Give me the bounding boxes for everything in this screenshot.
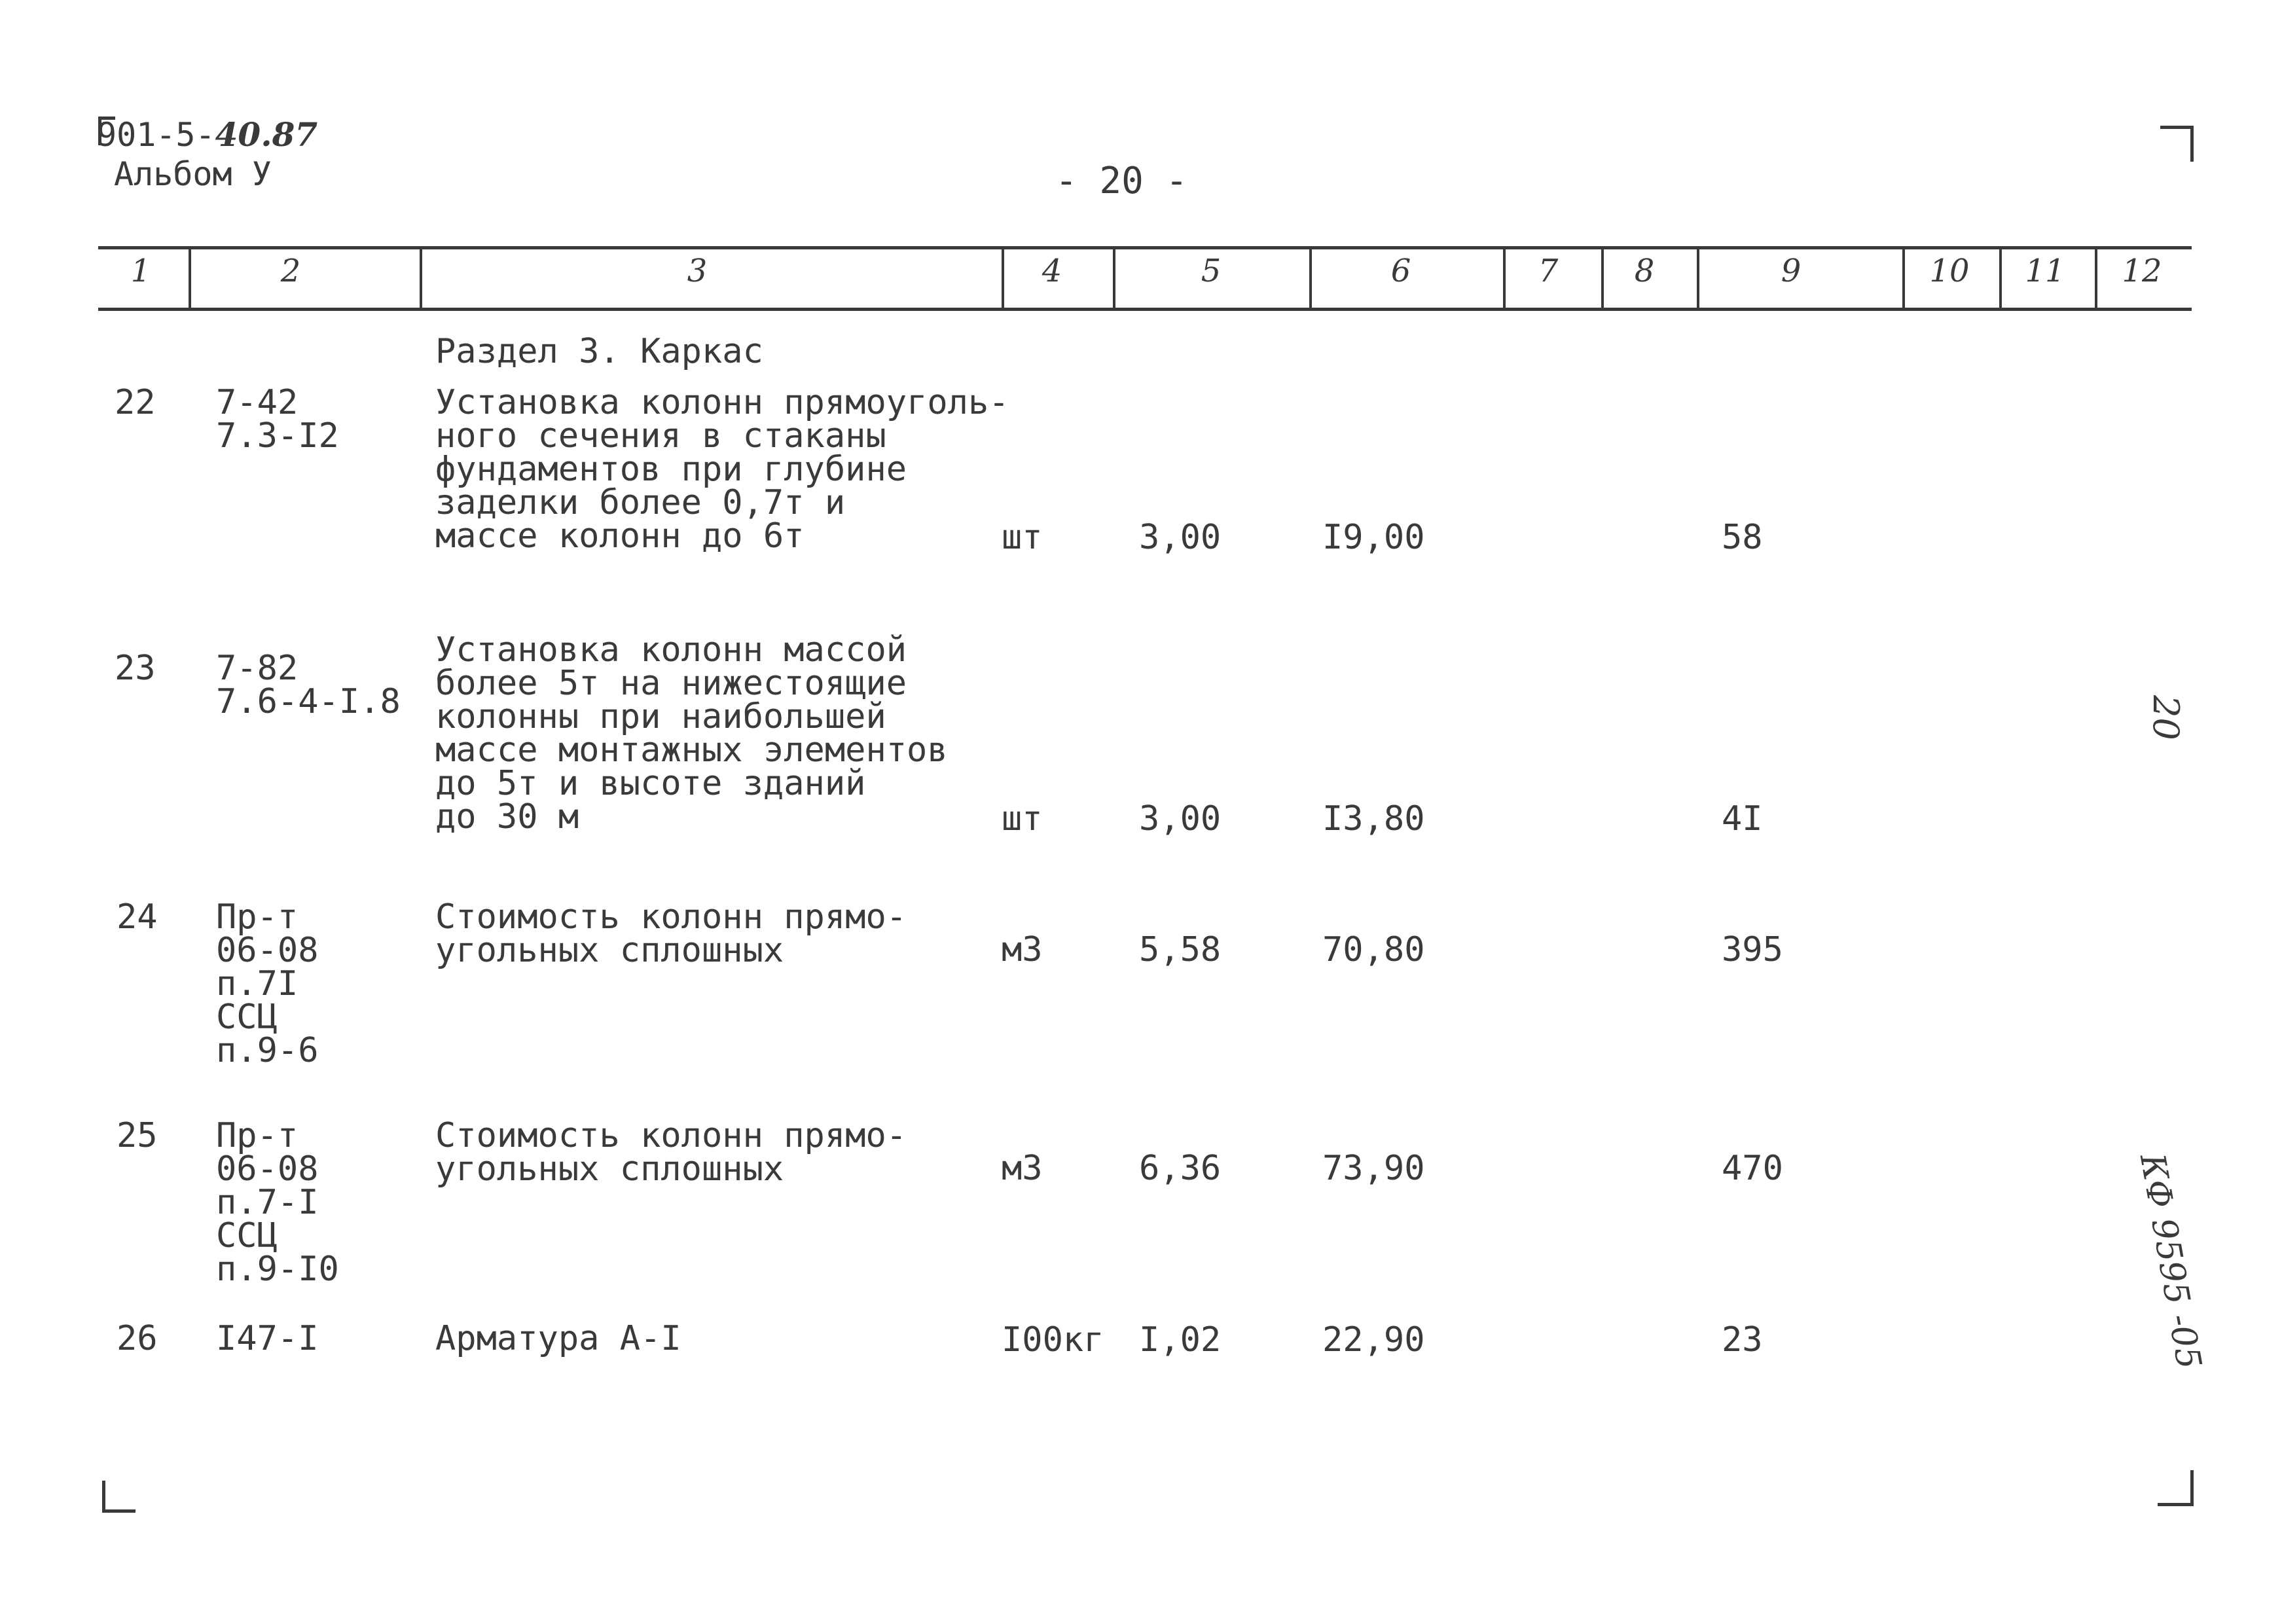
corner-mark-top-right [2160,126,2194,162]
document-code-handwritten: 40.87 [215,115,318,154]
column-header: 10 [1929,253,1970,289]
document-code [97,117,317,153]
row-quantity: 6,36 [1139,1149,1222,1188]
row-total: 395 [1722,930,1783,969]
column-header: 7 [1538,253,1559,289]
page-number: - 20 - [1055,160,1188,202]
corner-mark-top-left-tick [98,117,115,120]
column-divider [1902,247,1905,309]
column-divider [1999,247,2002,309]
row-quantity: 3,00 [1139,799,1222,839]
row-number: 25 [117,1116,158,1155]
row-unit: м3 [1002,1149,1043,1188]
row-price: 70,80 [1322,930,1425,969]
table-header-bottom-rule [98,308,2192,311]
column-header: 5 [1201,253,1222,289]
column-header: 12 [2122,253,2162,289]
row-description: Стоимость колонн прямо- угольных сплошных [435,897,907,970]
column-divider [1697,247,1699,309]
column-header: 2 [280,253,301,289]
column-divider [1113,247,1115,309]
row-total: 470 [1722,1149,1783,1188]
row-number: 23 [115,649,156,688]
column-header: 9 [1781,253,1802,289]
row-description: Арматура А-I [435,1319,681,1358]
row-code: 7-42 7.3-I2 [216,383,339,456]
column-header: 11 [2025,253,2065,289]
row-code: 7-82 7.6-4-I.8 [216,649,401,721]
column-header: 6 [1390,253,1411,289]
table-header-top-rule [98,246,2192,249]
row-number: 22 [115,383,156,422]
row-code: I47-I [216,1319,319,1358]
row-total: 58 [1722,518,1763,557]
side-page-mark: 20 [2145,695,2186,740]
column-header: 1 [130,253,151,289]
document-code-printed: 901-5- [97,116,215,154]
row-unit: шт [1002,799,1043,839]
corner-mark-bottom-left [102,1481,136,1513]
row-description: Установка колонн массой более 5т на нижестоящие колонны при наибольшей массе монтажных элементов до 5т и высоте зданий до 30 м [435,630,948,837]
row-price: 22,90 [1322,1320,1425,1360]
corner-mark-bottom-right [2158,1470,2194,1506]
column-header: 3 [687,253,708,289]
column-header: 8 [1634,253,1655,289]
column-header: 4 [1041,253,1062,289]
column-divider [1601,247,1604,309]
row-code: Пр-т 06-08 п.7-I ССЦ п.9-I0 [216,1116,339,1289]
row-price: I9,00 [1322,518,1425,557]
row-code: Пр-т 06-08 п.7I ССЦ п.9-6 [216,897,319,1070]
archive-code: КФ 9595 -05 [2131,1151,2209,1372]
column-divider [2095,247,2097,309]
column-divider [1309,247,1312,309]
row-unit: шт [1002,518,1043,557]
column-divider [1002,247,1004,309]
row-unit: I00кг [1002,1320,1104,1360]
row-price: 73,90 [1322,1149,1425,1188]
row-description: Стоимость колонн прямо- угольных сплошных [435,1116,907,1189]
row-price: I3,80 [1322,799,1425,839]
row-number: 24 [117,897,158,937]
row-quantity: 3,00 [1139,518,1222,557]
row-total: 4I [1722,799,1763,839]
section-title: Раздел 3. Каркас [435,332,763,371]
column-divider [1503,247,1506,309]
row-quantity: I,02 [1139,1320,1222,1360]
row-number: 26 [117,1319,158,1358]
row-total: 23 [1722,1320,1763,1360]
row-quantity: 5,58 [1139,930,1222,969]
column-divider [420,247,422,309]
column-divider [189,247,191,309]
corner-mark-top-left [98,117,101,145]
row-description: Установка колонн прямоуголь- ного сечения в стаканы фундаментов при глубине заделки более 0,7т и массе колонн до 6т [435,383,1009,556]
album-label: Альбом У [114,155,272,193]
row-unit: м3 [1002,930,1043,969]
